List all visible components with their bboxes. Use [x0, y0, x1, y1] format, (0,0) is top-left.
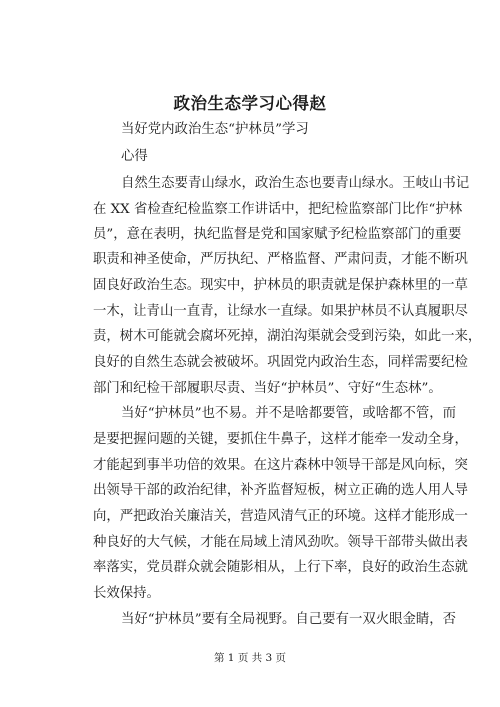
document-title: 政治生态学习心得赵: [173, 94, 327, 113]
body-line: 责，树木可能就会腐坏死掉，湖泊沟渠就会受到污染，如此一来，: [93, 329, 482, 344]
body-line: 才能起到事半功倍的效果。在这片森林中领导干部是风向标，突: [93, 458, 468, 473]
page-footer: 第 1 页 共 3 页: [213, 652, 287, 664]
subtitle-line: 当好党内政治生态“护林员”学习: [121, 122, 309, 137]
body-line: 职责和神圣使命，严厉执纪、严格监督、严肃问责，才能不断巩: [93, 252, 468, 267]
body-line: 当好“护林员”也不易。并不是啥都要管，或啥都不管，而: [121, 406, 457, 421]
body-line: 种良好的大气候，才能在局域上清风劲吹。领导干部带头做出表: [93, 535, 468, 550]
subtitle-line: 心得: [121, 149, 148, 164]
body-line: 固良好政治生态。现实中，护林员的职责就是保护森林里的一草: [93, 278, 468, 293]
body-line: 向，严把政治关廉洁关，营造风清气正的环境。这样才能形成一: [93, 509, 468, 524]
body-line: 出领导干部的政治纪律，补齐监督短板，树立正确的选人用人导: [93, 483, 468, 498]
body-line: 部门和纪检干部履职尽责、当好“护林员”、守好“生态林”。: [93, 381, 442, 396]
body-line: 是要把握问题的关键，要抓住牛鼻子，这样才能牵一发动全身，: [93, 432, 468, 447]
body-line: 员”，意在表明，执纪监督是党和国家赋予纪检监察部门的重要: [93, 227, 462, 242]
body-line: 率落实，党员群众就会随影相从，上行下率，良好的政治生态就: [93, 560, 468, 575]
body-line: 长效保持。: [93, 586, 160, 601]
body-line: 一木，让青山一直青，让绿水一直绿。如果护林员不认真履职尽: [93, 304, 468, 319]
body-line: 良好的自然生态就会被破坏。巩固党内政治生态，同样需要纪检: [93, 355, 468, 370]
body-line: 当好“护林员”要有全局视野。自己要有一双火眼金睛，否: [121, 612, 457, 627]
body-line: 自然生态要青山绿水，政治生态也要青山绿水。王岐山书记: [121, 176, 470, 191]
body-line: 在 XX 省检查纪检监察工作讲话中，把纪检监察部门比作“护林: [93, 202, 463, 217]
